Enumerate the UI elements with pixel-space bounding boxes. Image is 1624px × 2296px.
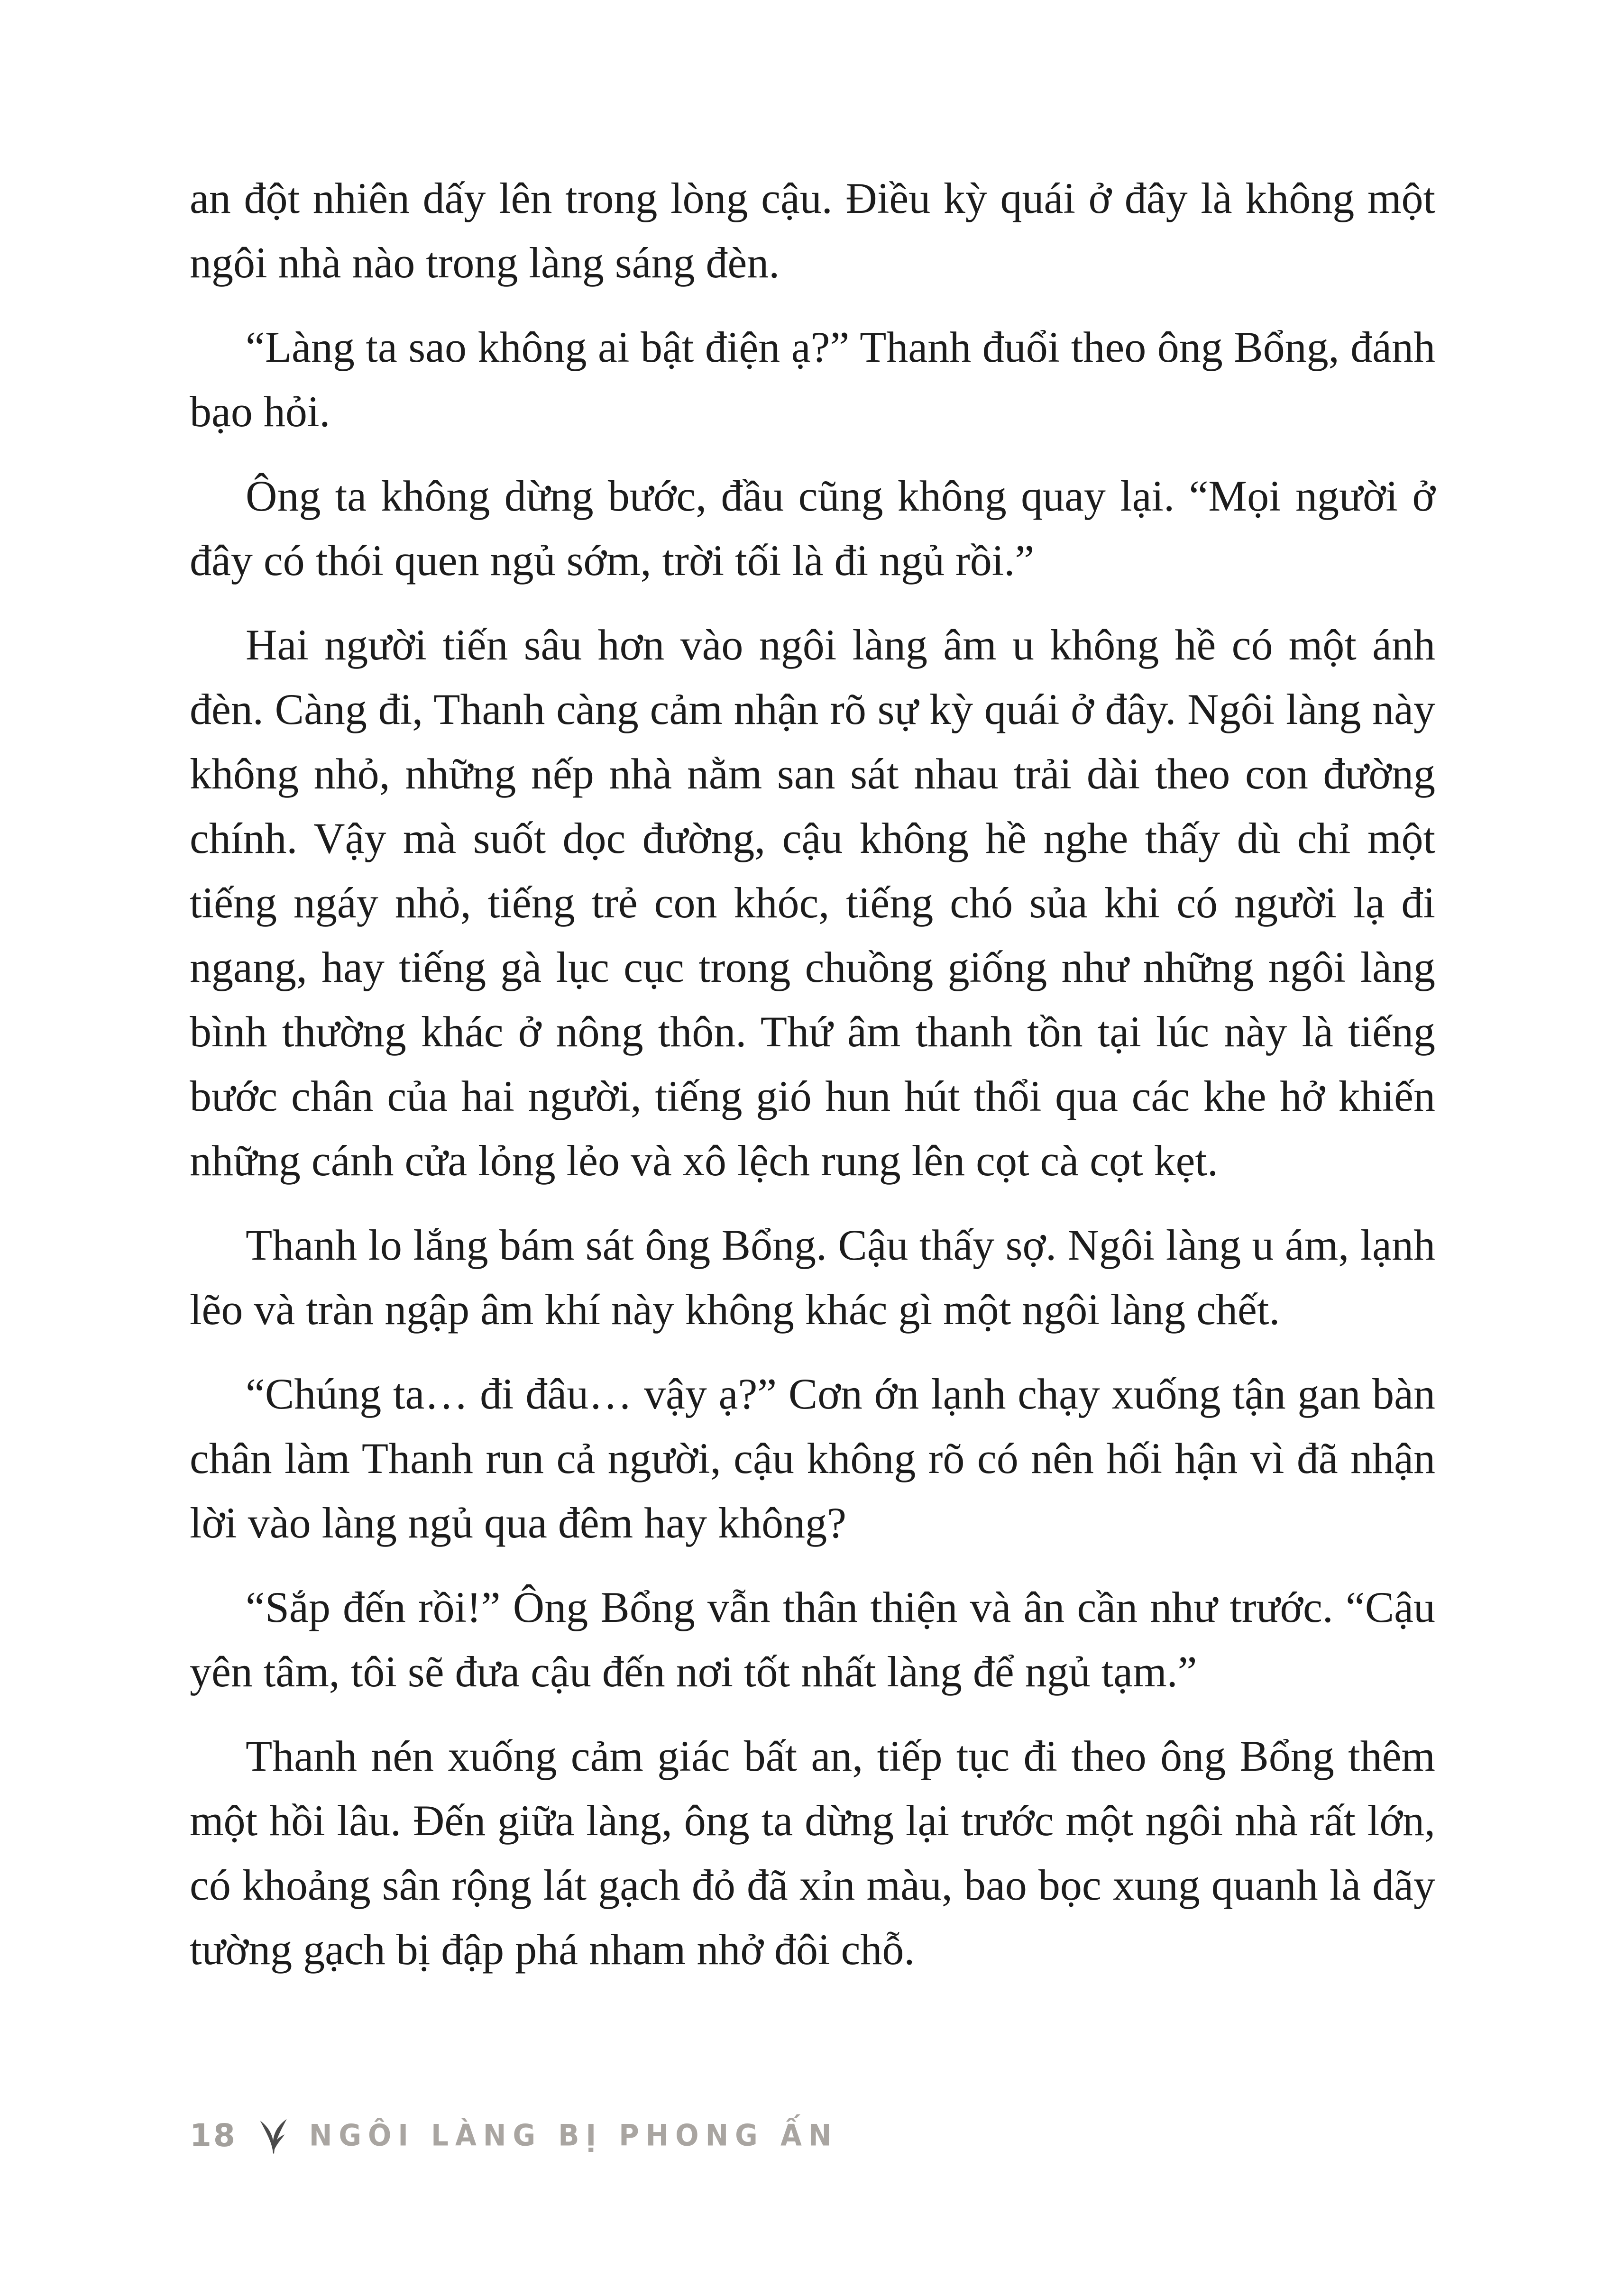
running-book-title: NGÔI LÀNG BỊ PHONG ẤN: [309, 2118, 838, 2153]
paragraph: Thanh lo lắng bám sát ông Bổng. Cậu thấy sợ. Ngôi làng u ám, lạnh lẽo và tràn ngập âm khí này không khác gì một ngôi làng chết.: [190, 1221, 1435, 1334]
paragraph: Thanh nén xuống cảm giác bất an, tiếp tục đi theo ông Bổng thêm một hồi lâu. Đến giữa làng, ông ta dừng lại trước một ngôi nhà rất lớn, có khoảng sân rộng lát gạch đỏ đã xỉn màu, bao bọc xung quanh là dãy tường gạch bị đập phá nham nhở đôi chỗ.: [190, 1732, 1435, 1974]
paragraph: “Chúng ta… đi đâu… vậy ạ?” Cơn ớn lạnh chạy xuống tận gan bàn chân làm Thanh run cả người, cậu không rõ có nên hối hận vì đã nhận lời vào làng ngủ qua đêm hay không?: [190, 1370, 1435, 1547]
body-text: [190, 166, 1435, 1982]
plant-icon: [253, 2115, 293, 2155]
paragraph: Hai người tiến sâu hơn vào ngôi làng âm u không hề có một ánh đèn. Càng đi, Thanh càng cảm nhận rõ sự kỳ quái ở đây. Ngôi làng này không nhỏ, những nếp nhà nằm san sát nhau trải dài theo con đường chính. Vậy mà suốt dọc đường, cậu không hề nghe thấy dù chỉ một tiếng ngáy nhỏ, tiếng trẻ con khóc, tiếng chó sủa khi có người lạ đi ngang, hay tiếng gà lục cục trong chuồng giống như những ngôi làng bình thường khác ở nông thôn. Thứ âm thanh tồn tại lúc này là tiếng bước chân của hai người, tiếng gió hun hút thổi qua các khe hở khiến những cánh cửa lỏng lẻo và xô lệch rung lên cọt cà cọt kẹt.: [190, 621, 1435, 1185]
page-number: 18: [190, 2117, 237, 2154]
paragraph: Ông ta không dừng bước, đầu cũng không quay lại. “Mọi người ở đây có thói quen ngủ sớm, trời tối là đi ngủ rồi.”: [190, 472, 1435, 585]
paragraph: an đột nhiên dấy lên trong lòng cậu. Điều kỳ quái ở đây là không một ngôi nhà nào trong làng sáng đèn.: [190, 174, 1435, 287]
page-footer: [190, 2115, 838, 2155]
paragraph: “Sắp đến rồi!” Ông Bổng vẫn thân thiện và ân cần như trước. “Cậu yên tâm, tôi sẽ đưa cậu đến nơi tốt nhất làng để ngủ tạm.”: [190, 1583, 1435, 1696]
paragraph: “Làng ta sao không ai bật điện ạ?” Thanh đuổi theo ông Bổng, đánh bạo hỏi.: [190, 323, 1435, 436]
